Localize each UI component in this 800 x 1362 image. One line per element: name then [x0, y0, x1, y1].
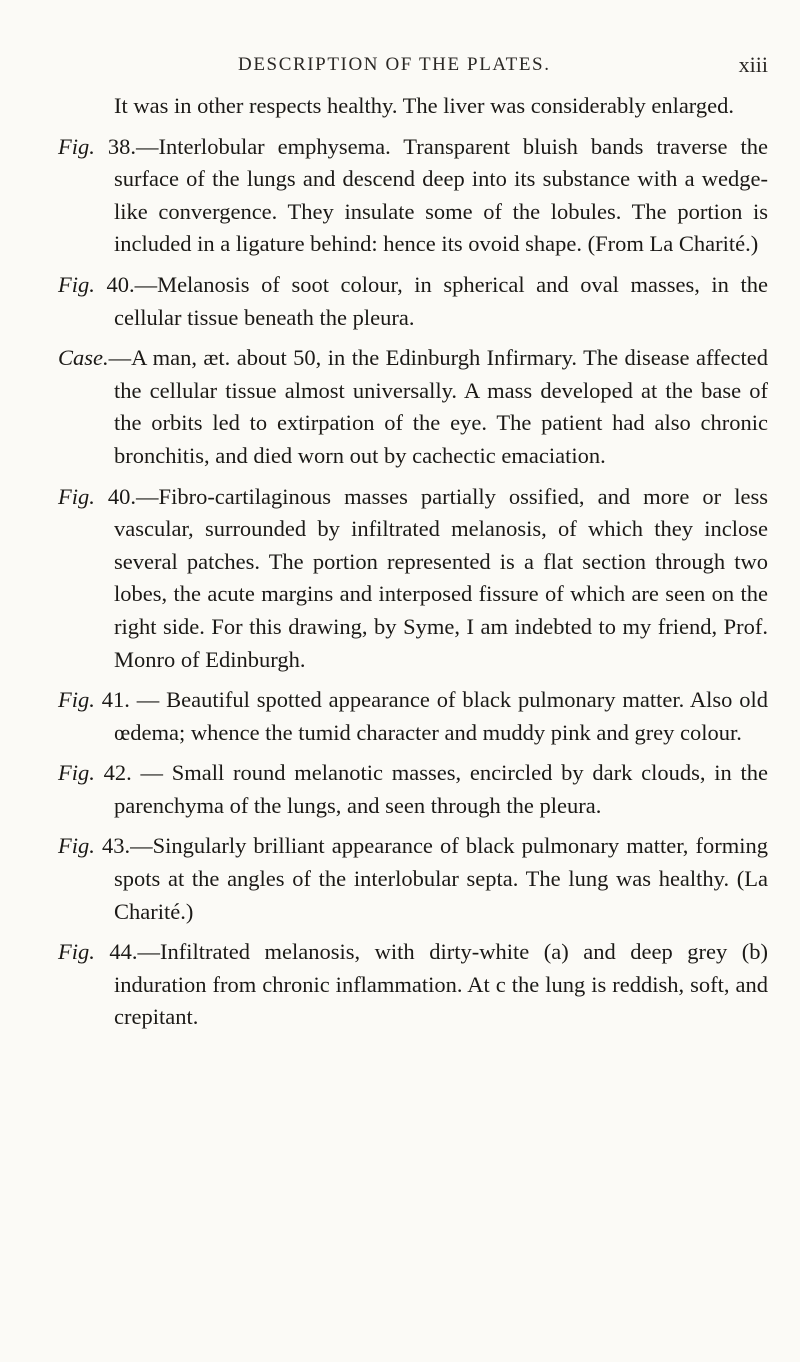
paragraph-continuation [114, 90, 768, 123]
paragraph-fig-42 [58, 757, 768, 822]
running-head: DESCRIPTION OF THE PLATES. [238, 54, 551, 75]
paragraph-text: —A man, æt. about 50, in the Edinburgh Infirmary. The disease affected the cellular tissue almost universally. A mass developed at the base of the orbits led to extirpation of the eye. The patient had also chronic bronchitis, and died worn out by cachectic emaciation. [108, 345, 768, 468]
paragraph-fig-44 [58, 936, 768, 1034]
paragraph-case [58, 342, 768, 472]
paragraph-text: 40.—Fibro-cartilaginous masses partially ossified, and more or less vascular, surrounded by infiltrated melanosis, of which they inclose several patches. The portion represented is a flat section through two lobes, the acute margins and interposed fissure of which are seen on the right side. For this drawing, by Syme, I am indebted to my friend, Prof. Monro of Edinburgh. [94, 483, 768, 672]
page-number: xiii [738, 52, 768, 77]
paragraph-text: 38.—Interlobular emphysema. Transparent bluish bands traverse the surface of the lungs and descend deep into its substance with a wedge-like convergence. They insulate some of the lobules. The portion is included in a ligature behind: hence its ovoid shape. (From La Charité.) [94, 133, 768, 257]
paragraph-text: 41. — Beautiful spotted appearance of black pulmonary matter. Also old œdema; whence the tumid character and muddy pink and grey colour. [94, 687, 768, 745]
paragraph-lead: Fig. [58, 271, 95, 297]
paragraph-fig-41 [58, 684, 768, 749]
paragraph-text: 43.—Singularly brilliant appearance of black pulmonary matter, forming spots at the angles of the interlobular septa. The lung was healthy. (La Charité.) [94, 833, 768, 924]
paragraph-fig-40a [58, 269, 768, 334]
paragraph-lead: Case. [58, 345, 109, 371]
paragraph-fig-38 [58, 131, 768, 261]
paragraph-lead: Fig. [58, 687, 95, 713]
paragraph-lead: Fig. [58, 133, 95, 159]
paragraph-lead: Fig. [58, 760, 95, 786]
paragraph-text: 40.—Melanosis of soot colour, in spherical and oval masses, in the cellular tissue beneath the pleura. [94, 271, 768, 330]
paragraph-text: It was in other respects healthy. The liver was considerably enlarged. [114, 93, 735, 118]
page-body [58, 90, 768, 1042]
paragraph-text: 44.—Infiltrated melanosis, with dirty-white (a) and deep grey (b) induration from chronic inflammation. At c the lung is reddish, soft, and crepitant. [94, 939, 768, 1030]
paragraph-lead: Fig. [58, 939, 95, 965]
paragraph-fig-43 [58, 830, 768, 928]
paragraph-fig-40b [58, 481, 768, 677]
paragraph-text: 42. — Small round melanotic masses, encircled by dark clouds, in the parenchyma of the lungs, and seen through the pleura. [94, 760, 768, 818]
paragraph-lead: Fig. [58, 833, 95, 859]
paragraph-lead: Fig. [58, 483, 95, 509]
